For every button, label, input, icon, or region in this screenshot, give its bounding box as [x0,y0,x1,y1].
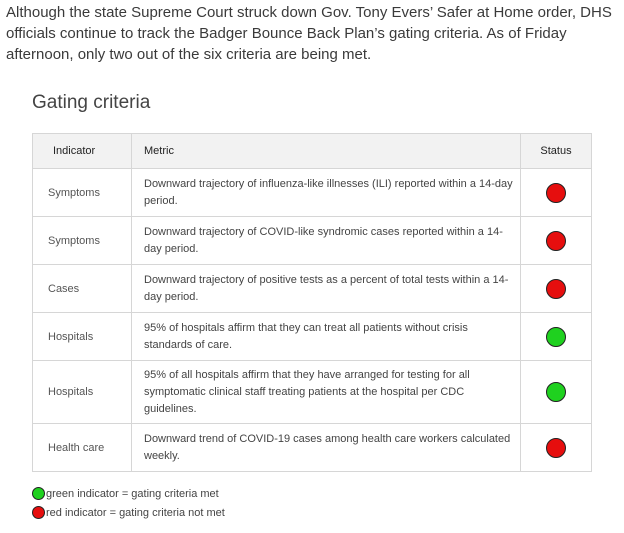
metric-cell: 95% of all hospitals affirm that they have arranged for testing for all symptomatic clinical staff treating patients at the hospital per CDC guidelines. [132,361,521,424]
status-dot-icon [546,382,566,402]
table-row [33,265,592,313]
indicator-cell: Cases [33,265,132,313]
legend-item-green [32,485,225,502]
status-cell [521,424,592,472]
table-row [33,313,592,361]
table-row [33,217,592,265]
table-header-row [33,134,592,169]
metric-header: Metric [132,134,521,169]
metric-cell: Downward trajectory of influenza-like illnesses (ILI) reported within a 14-day period. [132,169,521,217]
indicator-cell: Hospitals [33,361,132,424]
status-dot-icon [546,438,566,458]
indicator-cell: Symptoms [33,169,132,217]
status-cell [521,361,592,424]
legend-item-red [32,504,225,521]
metric-cell: Downward trajectory of COVID-like syndromic cases reported within a 14-day period. [132,217,521,265]
status-dot-icon [546,279,566,299]
table-row [33,169,592,217]
indicator-cell: Symptoms [33,217,132,265]
status-dot-icon [546,327,566,347]
indicator-cell: Health care [33,424,132,472]
status-header: Status [521,134,592,169]
legend-green-label: green indicator = gating criteria met [46,487,219,500]
section-heading: Gating criteria [32,92,151,113]
metric-cell: Downward trend of COVID-19 cases among health care workers calculated weekly. [132,424,521,472]
status-dot-icon [546,231,566,251]
intro-paragraph: Although the state Supreme Court struck down Gov. Tony Evers’ Safer at Home order, DHS officials continue to track the Badger Bounce Back Plan’s gating criteria. As of Friday afternoon, only two out of the six criteria are being met. [6,4,612,63]
status-dot-icon [546,183,566,203]
legend [32,485,225,523]
indicator-cell: Hospitals [33,313,132,361]
green-dot-icon [32,487,45,500]
metric-cell: 95% of hospitals affirm that they can treat all patients without crisis standards of care. [132,313,521,361]
red-dot-icon [32,506,45,519]
status-cell [521,265,592,313]
indicator-header: Indicator [33,134,132,169]
status-cell [521,169,592,217]
table-row [33,361,592,424]
status-cell [521,313,592,361]
table-row [33,424,592,472]
metric-cell: Downward trajectory of positive tests as a percent of total tests within a 14-day period. [132,265,521,313]
status-cell [521,217,592,265]
legend-red-label: red indicator = gating criteria not met [46,506,225,519]
gating-criteria-table [32,133,592,472]
